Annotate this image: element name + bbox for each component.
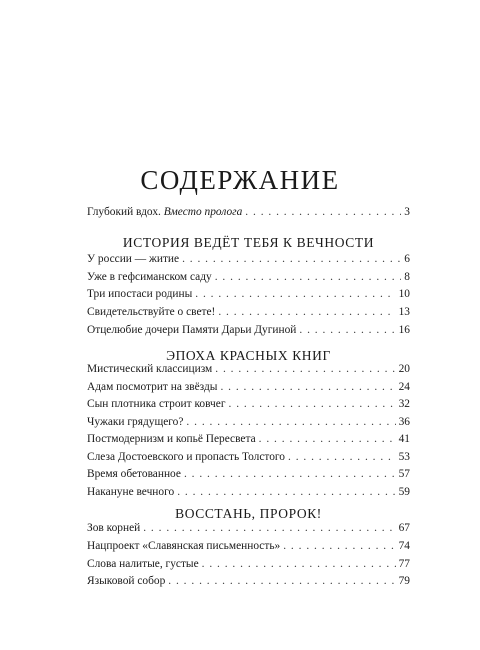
section-3-entries: [87, 521, 410, 589]
entry-page: 13: [398, 306, 410, 319]
entry-label: Уже в гефсиманском саду: [87, 270, 212, 283]
page-title: СОДЕРЖАНИЕ: [140, 165, 340, 195]
entry-page: 8: [404, 270, 410, 283]
entry-page: 16: [398, 323, 410, 336]
toc-entry: [87, 521, 410, 536]
toc-entry: [87, 415, 410, 430]
toc-entry: [87, 397, 410, 412]
entry-label: Зов корней: [87, 522, 141, 534]
entry-page: 20: [398, 363, 410, 375]
entry-label: Три ипостаси родины: [87, 288, 193, 301]
toc-entry: [87, 380, 410, 395]
dot-leader: [202, 557, 396, 572]
dot-leader: [143, 521, 395, 536]
entry-label: Отцелюбие дочери Памяти Дарьи Дугиной: [87, 323, 297, 336]
entry-page: 74: [398, 539, 410, 552]
entry-page: 57: [398, 468, 410, 480]
entry-label: Сын плотника строит ковчег: [87, 398, 226, 410]
toc-entry: [87, 362, 410, 377]
entry-page: 36: [398, 415, 410, 428]
toc-entry: [87, 305, 410, 320]
dot-leader: [215, 362, 395, 377]
dot-leader: [177, 485, 395, 500]
dot-leader: [283, 539, 395, 554]
dot-leader: [182, 252, 401, 267]
toc-entry-intro: [87, 205, 410, 220]
toc-entry: [87, 467, 410, 482]
dot-leader: [184, 467, 396, 482]
entry-page: 77: [398, 557, 410, 570]
toc-entry: [87, 557, 410, 572]
entry-label: Свидетельствуйте о свете!: [87, 306, 216, 319]
toc-entry: [87, 270, 410, 285]
entry-page: 53: [398, 450, 410, 463]
dot-leader: [229, 397, 396, 412]
entry-page: 24: [398, 380, 410, 393]
toc-entry: [87, 323, 410, 338]
entry-label: Адам посмотрит на звёзды: [87, 380, 218, 393]
entry-label: Время обетованное: [87, 468, 181, 480]
toc-entry: [87, 539, 410, 554]
section-2-entries: [87, 362, 410, 500]
entry-page: 10: [398, 288, 410, 301]
section-heading: ЭПОХА КРАСНЫХ КНИГ: [166, 348, 331, 363]
entry-page: 32: [398, 398, 410, 410]
entry-label: Постмодернизм и копьё Пересвета: [87, 433, 256, 445]
dot-leader: [220, 380, 395, 395]
dot-leader: [299, 323, 395, 338]
dot-leader: [245, 205, 401, 220]
section-heading: ВОССТАНЬ, ПРОРОК!: [175, 506, 322, 521]
toc-entry: [87, 485, 410, 500]
entry-label: Языковой собор: [87, 575, 166, 588]
entry-page: 3: [404, 206, 410, 218]
toc-entry: [87, 432, 410, 447]
toc-entry: [87, 450, 410, 465]
dot-leader: [186, 415, 395, 430]
entry-label: Глубокий вдох. Вместо пролога: [87, 206, 243, 218]
entry-page: 67: [398, 522, 410, 534]
dot-leader: [168, 574, 395, 589]
toc-entry: [87, 287, 410, 302]
toc-intro: [87, 205, 410, 220]
entry-label: Чужаки грядущего?: [87, 415, 184, 428]
dot-leader: [195, 287, 395, 302]
dot-leader: [288, 450, 396, 465]
entry-label: Нацпроект «Славянская письменность»: [87, 539, 281, 552]
entry-label: Слеза Достоевского и пропасть Толстого: [87, 450, 285, 463]
entry-page: 79: [398, 575, 410, 588]
dot-leader: [215, 270, 402, 285]
entry-page: 41: [398, 433, 410, 445]
entry-label: У россии — житие: [87, 253, 180, 265]
dot-leader: [218, 305, 395, 320]
entry-label: Мистический классицизм: [87, 363, 213, 375]
toc-entry: [87, 252, 410, 267]
section-1-entries: [87, 252, 410, 338]
entry-label: Слова налитые, густые: [87, 557, 199, 570]
dot-leader: [259, 432, 396, 447]
toc-entry: [87, 574, 410, 589]
entry-page: 59: [398, 485, 410, 498]
entry-label: Накануне вечного: [87, 485, 175, 498]
entry-page: 6: [404, 253, 410, 265]
section-heading: ИСТОРИЯ ВЕДЁТ ТЕБЯ К ВЕЧНОСТИ: [122, 235, 375, 250]
